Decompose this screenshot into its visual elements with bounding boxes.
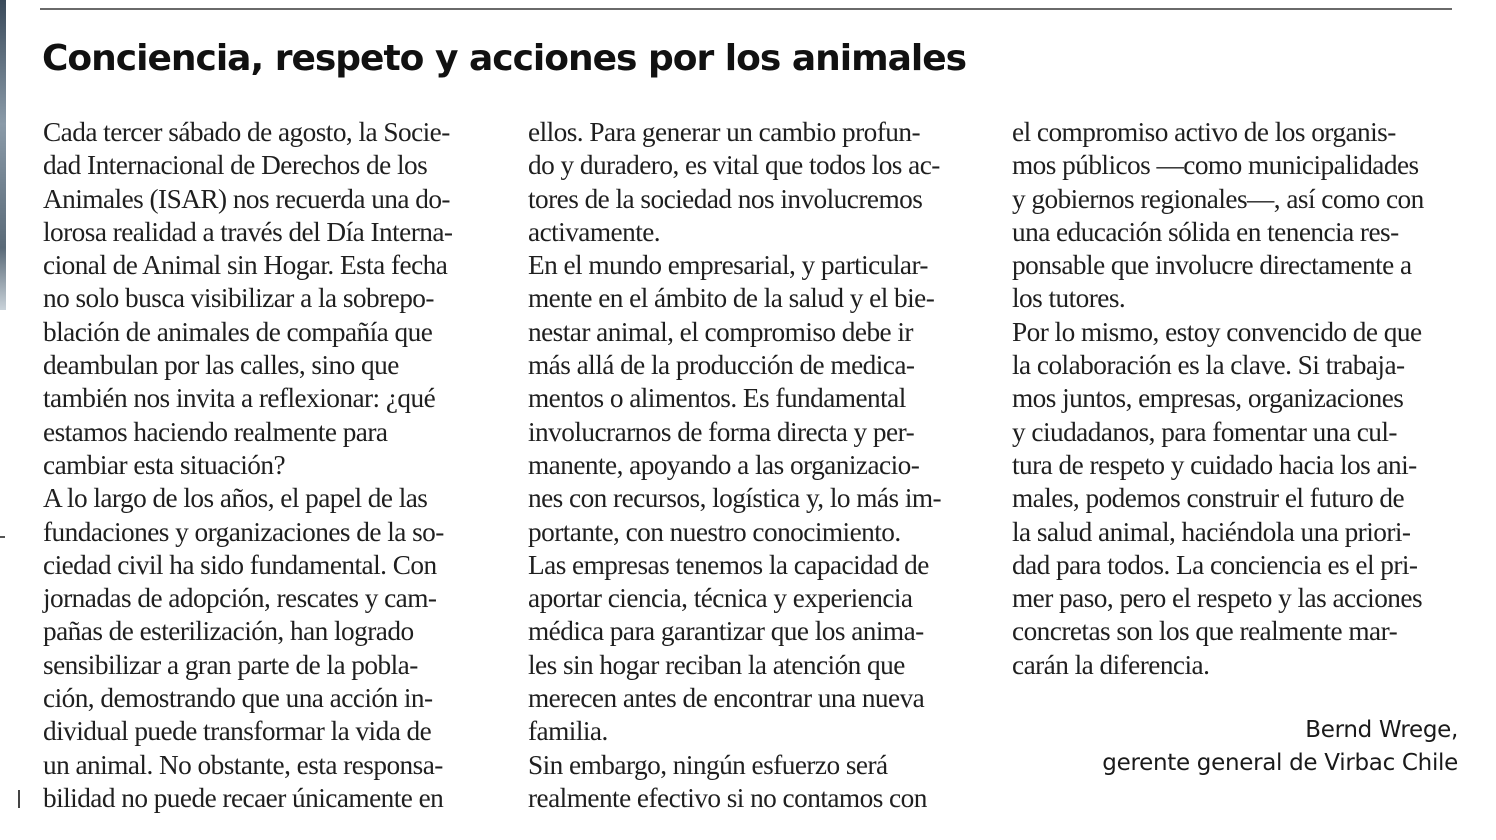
text-line: Las empresas tenemos la capacidad de — [528, 549, 929, 580]
text-line: la colaboración es la clave. Si trabaja- — [1012, 350, 1405, 381]
text-line: tura de respeto y cuidado hacia los ani- — [1012, 449, 1417, 480]
text-line: A lo largo de los años, el papel de las — [43, 483, 428, 514]
text-line: tores de la sociedad nos involucremos — [528, 183, 923, 214]
text-line: un animal. No obstante, esta responsa- — [43, 749, 443, 780]
text-line: merecen antes de encontrar una nueva — [528, 683, 925, 714]
text-line: ción, demostrando que una acción in- — [43, 683, 433, 714]
adjacent-photo-edge — [0, 0, 6, 310]
text-line: blación de animales de compañía que — [43, 316, 433, 347]
text-line: do y duradero, es vital que todos los ac- — [528, 150, 940, 181]
top-rule — [40, 8, 1452, 10]
text-line: fundaciones y organizaciones de la so- — [43, 516, 444, 547]
text-line: médica para garantizar que los anima- — [528, 616, 924, 647]
article-column-1 — [43, 116, 452, 815]
text-line: pañas de esterilización, han logrado — [43, 616, 414, 647]
text-line: Por lo mismo, estoy convencido de que — [1012, 316, 1422, 347]
text-line: los tutores. — [1012, 283, 1126, 314]
text-line: estamos haciendo realmente para — [43, 416, 388, 447]
text-line: el compromiso activo de los organis- — [1012, 117, 1396, 147]
text-line: ponsable que involucre directamente a — [1012, 250, 1412, 281]
text-line: sensibilizar a gran parte de la pobla- — [43, 649, 418, 680]
text-line: activamente. — [528, 216, 661, 247]
text-line: mos juntos, empresas, organizaciones — [1012, 383, 1404, 414]
text-line: Sin embargo, ningún esfuerzo será — [528, 749, 888, 780]
article-column-3 — [1012, 116, 1424, 682]
text-line: jornadas de adopción, rescates y cam- — [43, 583, 437, 614]
text-line: una educación sólida en tenencia res- — [1012, 216, 1399, 247]
text-line: Animales (ISAR) nos recuerda una do- — [43, 183, 450, 214]
text-line: mer paso, pero el respeto y las acciones — [1012, 583, 1423, 614]
text-line: deambulan por las calles, sino que — [43, 350, 399, 381]
text-line: familia. — [528, 716, 608, 747]
text-line: dad para todos. La conciencia es el pri- — [1012, 549, 1418, 580]
text-line: mente en el ámbito de la salud y el bie- — [528, 283, 935, 314]
article-headline: Conciencia, respeto y acciones por los animales — [42, 38, 967, 79]
text-line: ellos. Para generar un cambio profun- — [528, 117, 920, 147]
text-line: concretas son los que realmente mar- — [1012, 616, 1398, 647]
text-line: cambiar esta situación? — [43, 449, 286, 480]
text-line: mos públicos —como municipalidades — [1012, 150, 1419, 181]
text-line: mentos o alimentos. Es fundamental — [528, 383, 906, 414]
article-column-2 — [528, 116, 941, 815]
text-line: lorosa realidad a través del Día Interna- — [43, 216, 453, 247]
text-line: cional de Animal sin Hogar. Esta fecha — [43, 250, 448, 281]
text-line: realmente efectivo si no contamos con — [528, 782, 927, 813]
text-line: carán la diferencia. — [1012, 649, 1210, 680]
adjacent-column-mark — [0, 536, 5, 538]
text-line: En el mundo empresarial, y particular- — [528, 250, 928, 281]
text-line: y gobiernos regionales—, así como con — [1012, 183, 1424, 214]
text-line: dad Internacional de Derechos de los — [43, 150, 428, 181]
text-line: bilidad no puede recaer únicamente en — [43, 782, 444, 813]
text-line: también nos invita a reflexionar: ¿qué — [43, 383, 436, 414]
text-line: Cada tercer sábado de agosto, la Socie- — [43, 117, 450, 147]
text-line: males, podemos construir el futuro de — [1012, 483, 1405, 514]
text-line: ciedad civil ha sido fundamental. Con — [43, 549, 437, 580]
text-line: dividual puede transformar la vida de — [43, 716, 432, 747]
adjacent-column-line — [18, 790, 20, 808]
text-line: les sin hogar reciban la atención que — [528, 649, 905, 680]
text-line: nestar animal, el compromiso debe ir — [528, 316, 913, 347]
text-line: nes con recursos, logística y, lo más im- — [528, 483, 942, 514]
text-line: no solo busca visibilizar a la sobrepo- — [43, 283, 434, 314]
text-line: portante, con nuestro conocimiento. — [528, 516, 901, 547]
text-line: la salud animal, haciéndola una priori- — [1012, 516, 1411, 547]
text-line: más allá de la producción de medica- — [528, 350, 915, 381]
text-line: involucrarnos de forma directa y per- — [528, 416, 915, 447]
author-title: gerente general de Virbac Chile — [1102, 750, 1458, 776]
text-line: manente, apoyando a las organizacio- — [528, 449, 920, 480]
text-line: aportar ciencia, técnica y experiencia — [528, 583, 913, 614]
text-line: y ciudadanos, para fomentar una cul- — [1012, 416, 1397, 447]
author-name: Bernd Wrege, — [1305, 717, 1458, 743]
